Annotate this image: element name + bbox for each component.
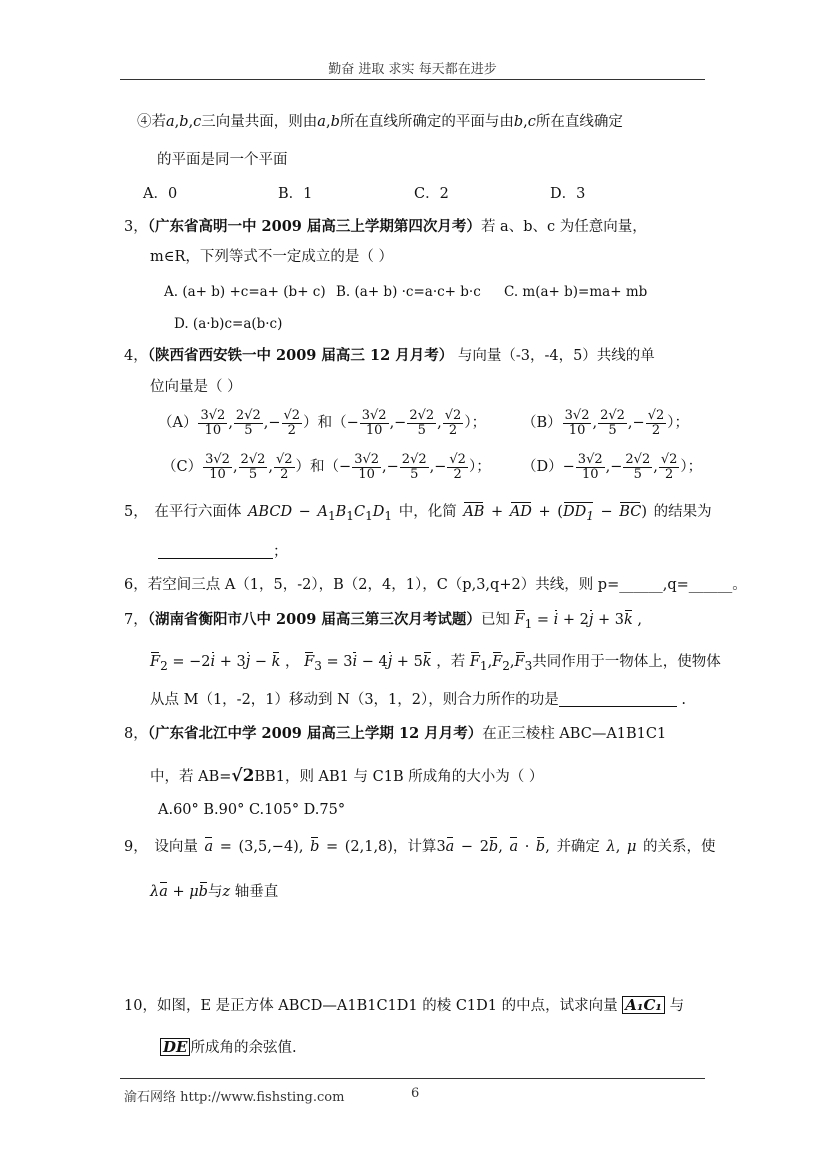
footer-rule bbox=[120, 1078, 705, 1079]
question-10-line1: 10，如图，E 是正方体 ABCD—A1B1C1D1 的棱 C1D1 的中点，试求向量 A₁C₁ 与 bbox=[124, 996, 685, 1014]
question-8-line1: 8，（广东省北江中学 2009 届高三上学期 12 月月考）在正三棱柱 ABC—A1B1C1 bbox=[124, 725, 667, 742]
question-3-option-b: B. (a+ b) ·c=a·c+ b·c bbox=[336, 284, 481, 300]
vector-a1c1-image: A₁C₁ bbox=[622, 996, 665, 1014]
vector-de-image: DE bbox=[160, 1038, 190, 1056]
question-5-line1: 5， 在平行六面体 ABCD − $A_1B_1C_1D_1$ 中，化简 AB + AD + $(DD_1 - BC)$ 的结果为 bbox=[124, 502, 712, 526]
page-header: 勤奋 进取 求实 每天都在进步 bbox=[328, 62, 497, 77]
option-b: B．1 bbox=[278, 186, 313, 202]
question-6: 6，若空间三点 A（1，5，-2），B（2，4，1），C（p,3,q+2）共线，则 p=______,q=______。 bbox=[124, 577, 747, 593]
question-3-line2: m∈R，下列等式不一定成立的是（ ） bbox=[150, 249, 394, 265]
question-3-option-c: C. m(a+ b)=ma+ mb bbox=[504, 284, 648, 300]
question-4-option-d: （D）− $\frac{3√2}{10}$ ,− $\frac{2√2}{5}$ , $\frac{√2}{2}$ ）； bbox=[522, 451, 703, 482]
question-4-option-c: （C） $\frac{3√2}{10}$ , $\frac{2√2}{5}$ , $\frac{√2}{2}$ ）和（− $\frac{3√2}{10}$ ,− $\frac{2√2}{5}$ ,− $\frac{√2}{2}$ ）； bbox=[162, 451, 491, 482]
option-d: D．3 bbox=[550, 186, 586, 202]
question-9-line2: λa + μb与z 轴垂直 bbox=[150, 884, 279, 900]
statement-4-line2: 的平面是同一个平面 bbox=[157, 152, 288, 168]
question-9-line1: 9， 设向量 a = (3,5,−4), b = (2,1,8)，计算3a − 2b, a · b, 并确定 λ, μ 的关系，使 bbox=[124, 839, 716, 855]
question-4-option-b: （B） $\frac{3√2}{10}$ , $\frac{2√2}{5}$ ,− $\frac{√2}{2}$ ）； bbox=[522, 407, 689, 438]
question-3-option-d: D. (a·b)c=a(b·c) bbox=[174, 316, 283, 332]
question-10-line2: DE 所成角的余弦值. bbox=[160, 1038, 297, 1058]
question-3-option-a: A. (a+ b) +c=a+ (b+ c) bbox=[164, 284, 326, 300]
question-8-line2: 中，若 AB=√2BB1，则 AB1 与 C1B 所成角的大小为（ ） bbox=[150, 766, 544, 786]
question-3-line1: 3，（广东省高明一中 2009 届高三上学期第四次月考）若 a、b、c 为任意向量， bbox=[124, 218, 647, 235]
question-7-line3: 从点 M（1，-2，1）移动到 N（3，1，2），则合力所作的功是 . bbox=[150, 692, 686, 708]
question-4-option-a: （A） $\frac{3√2}{10}$ , $\frac{2√2}{5}$ ,− $\frac{√2}{2}$ ）和（− $\frac{3√2}{10}$ ,− $\frac{2√2}{5}$ , $\frac{√2}{2}$ ）； bbox=[158, 407, 487, 438]
page-number: 6 bbox=[411, 1086, 420, 1101]
question-5-answer-line: ； bbox=[158, 542, 288, 562]
statement-4-line1: ④若a,b,c三向量共面，则由a,b所在直线所确定的平面与由b,c所在直线确定 bbox=[137, 114, 623, 130]
question-4-line2: 位向量是（ ） bbox=[150, 379, 242, 395]
option-c: C．2 bbox=[414, 186, 449, 202]
question-7-line2: $F_2 = -2i + 3j - k$ ， $F_3 = 3i - 4j + 5k$ ，若 $F_1,F_2,F_3$共同作用于一物体上，使物体 bbox=[150, 654, 721, 673]
question-4-line1: 4，（陕西省西安铁一中 2009 届高三 12 月月考） 与向量（-3，-4，5）共线的单 bbox=[124, 347, 655, 364]
header-rule bbox=[120, 79, 705, 80]
question-7-line1: 7，（湖南省衡阳市八中 2009 届高三第三次月考试题）已知 $F_1 = i + 2j + 3k$ , bbox=[124, 611, 643, 631]
footer-site: 渝石网络 http://www.fishsting.com bbox=[124, 1090, 345, 1105]
question-8-options: A.60° B.90° C.105° D.75° bbox=[158, 802, 346, 818]
option-a: A．0 bbox=[143, 186, 178, 202]
